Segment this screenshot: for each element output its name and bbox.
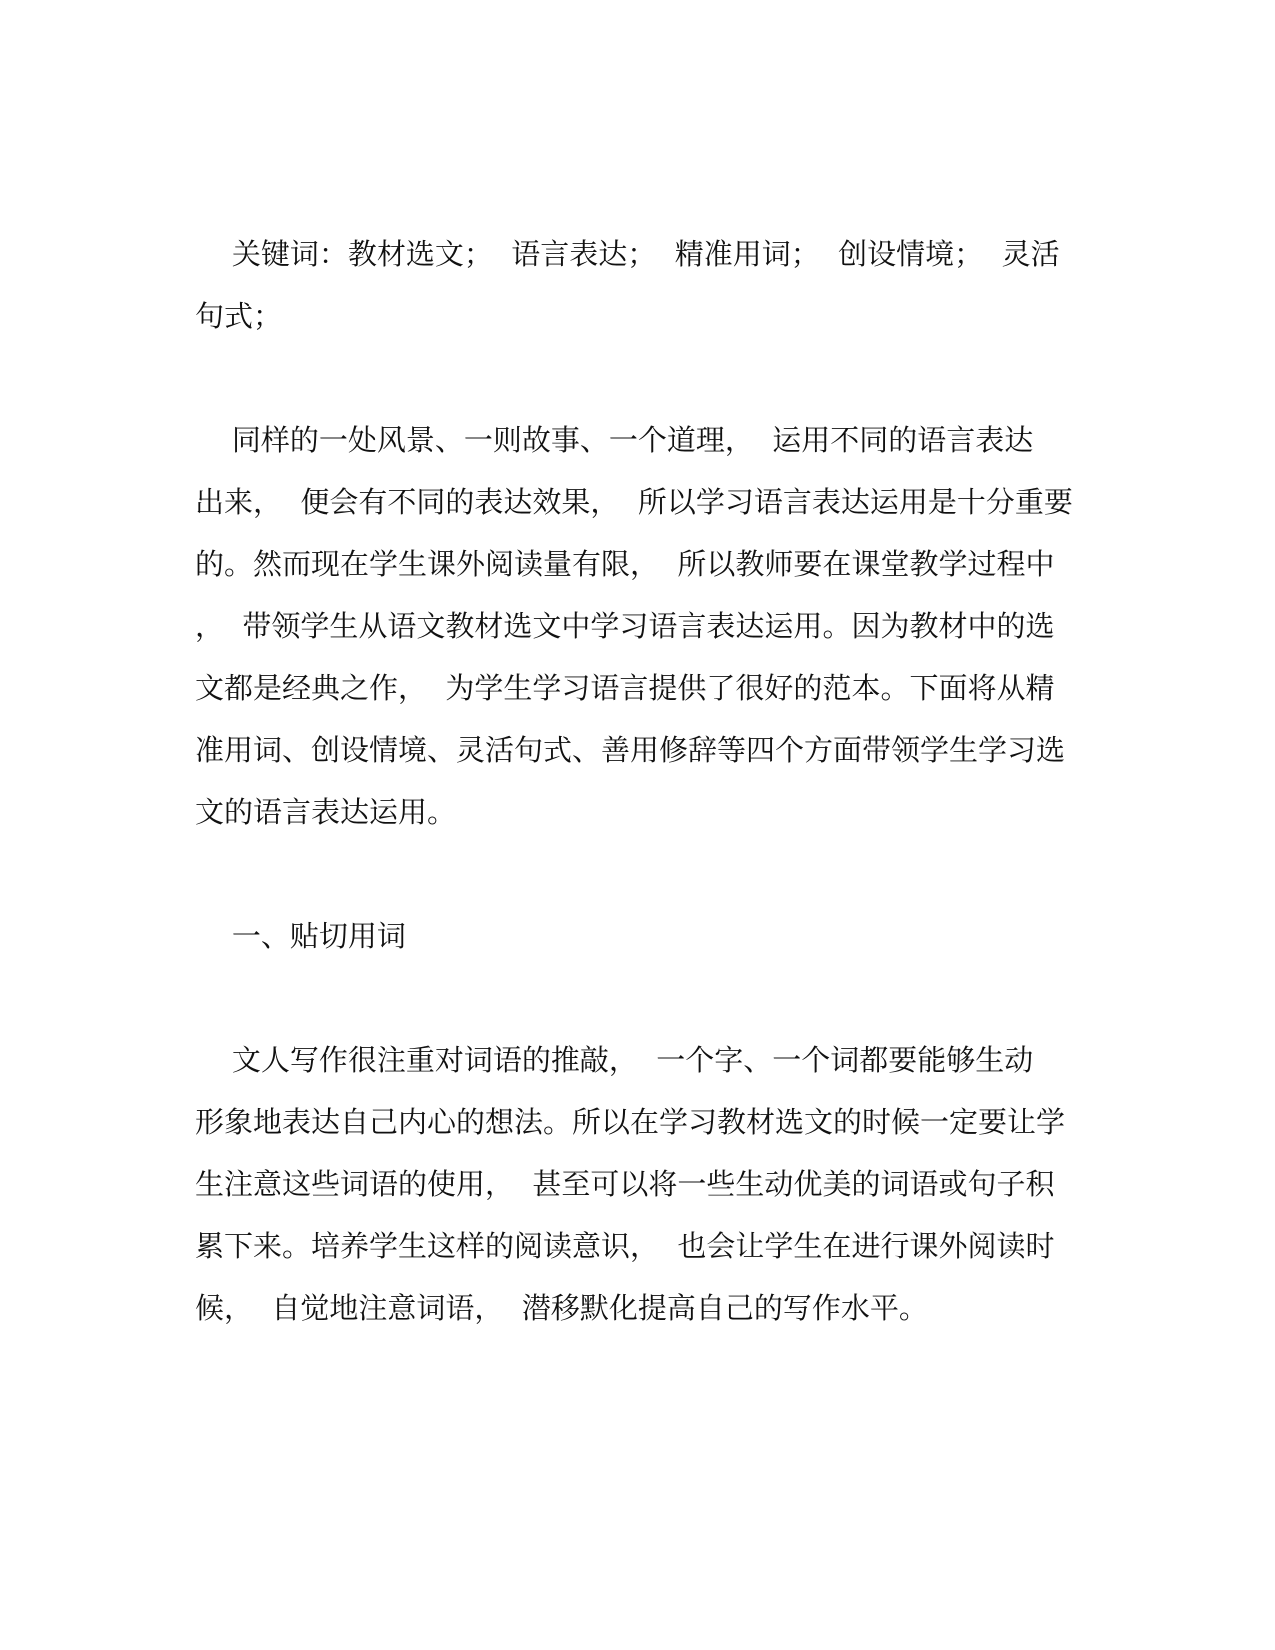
intro-line-7: 文的语言表达运用。 [195, 795, 457, 829]
section-line-5: 候， 自觉地注意词语， 潜移默化提高自己的写作水平。 [195, 1291, 928, 1325]
intro-line-3: 的。然而现在学生课外阅读量有限， 所以教师要在课堂教学过程中 [195, 547, 1055, 581]
section-line-1: 文人写作很注重对词语的推敲， 一个字、一个词都要能够生动 [195, 1043, 1034, 1077]
section-heading: 一、贴切用词 [195, 919, 406, 953]
keywords-line-2: 句式； [195, 299, 283, 333]
section-line-2: 形象地表达自己内心的想法。所以在学习教材选文的时候一定要让学 [195, 1105, 1066, 1139]
keywords-line-1: 关键词：教材选文； 语言表达； 精准用词； 创设情境； 灵活 [195, 237, 1060, 271]
intro-line-6: 准用词、创设情境、灵活句式、善用修辞等四个方面带领学生学习选 [195, 733, 1066, 767]
intro-line-4: ， 带领学生从语文教材选文中学习语言表达运用。因为教材中的选 [195, 609, 1055, 643]
intro-line-1: 同样的一处风景、一则故事、一个道理， 运用不同的语言表达 [195, 423, 1034, 457]
intro-line-2: 出来， 便会有不同的表达效果， 所以学习语言表达运用是十分重要 [195, 485, 1073, 519]
section-line-4: 累下来。培养学生这样的阅读意识， 也会让学生在进行课外阅读时 [195, 1229, 1055, 1263]
section-line-3: 生注意这些词语的使用， 甚至可以将一些生动优美的词语或句子积 [195, 1167, 1055, 1201]
intro-line-5: 文都是经典之作， 为学生学习语言提供了很好的范本。下面将从精 [195, 671, 1055, 705]
